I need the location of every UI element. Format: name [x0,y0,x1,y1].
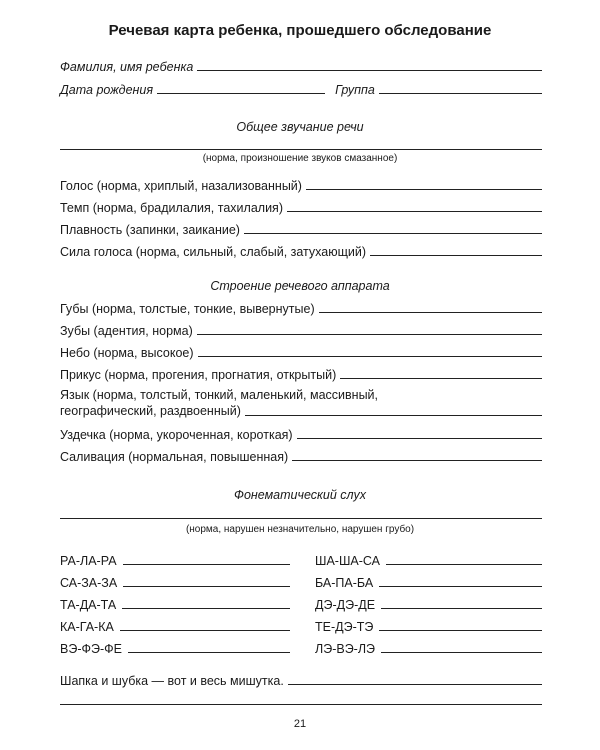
syllable-label: ТА-ДА-ТА [60,598,117,612]
section-apparatus-title: Строение речевого аппарата [210,279,390,293]
syllable-label: РА-ЛА-РА [60,554,117,568]
general-item-line[interactable] [370,254,542,256]
general-item[interactable] [60,175,542,193]
phonemic-note: (норма, нарушен незначительно, нарушен грубо) [185,524,415,535]
syllable-row[interactable] [315,572,542,590]
general-item[interactable] [60,197,542,215]
apparatus-item[interactable] [60,320,542,338]
apparatus-item-label: Небо (норма, высокое) [60,346,194,360]
syllable-label: СА-ЗА-ЗА [60,576,118,590]
apparatus-item-label: Прикус (норма, прогения, прогнатия, открытый) [60,368,337,382]
general-item-line[interactable] [244,232,542,234]
syllable-line[interactable] [120,630,290,631]
page-title: Речевая карта ребенка, прошедшего обследование [108,22,492,39]
birth-label: Дата рождения [60,83,154,97]
tongue-label-line1: Язык (норма, толстый, тонкий, маленький, массивный, [60,388,379,402]
apparatus-item-label: Уздечка (норма, укороченная, короткая) [60,428,293,442]
syllable-label: ВЭ-ФЭ-ФЕ [60,642,122,656]
group-label: Группа [335,83,375,97]
syllable-row[interactable] [60,594,290,612]
apparatus-item-label: Губы (норма, толстые, тонкие, вывернутые) [60,302,315,316]
group-line[interactable] [379,92,542,94]
syllable-line[interactable] [379,630,542,631]
syllable-row[interactable] [60,616,290,634]
syllable-label: ДЭ-ДЭ-ДЕ [315,598,376,612]
name-label: Фамилия, имя ребенка [60,60,194,74]
tongue-item[interactable] [60,387,542,419]
general-item-label: Голос (норма, хриплый, назализованный) [60,179,302,193]
general-note: (норма, произношение звуков смазанное) [202,153,398,164]
general-item-label: Сила голоса (норма, сильный, слабый, затухающий) [60,245,367,259]
apparatus-item-line[interactable] [198,355,542,357]
syllable-label: КА-ГА-КА [60,620,114,634]
apparatus-item[interactable] [60,424,542,442]
syllable-line[interactable] [122,608,290,609]
apparatus-item[interactable] [60,446,542,464]
apparatus-item-line[interactable] [319,311,542,313]
phrase-label: Шапка и шубка — вот и весь мишутка. [60,674,284,688]
syllable-label: БА-ПА-БА [315,576,374,590]
tongue-label-line2: географический, раздвоенный) [60,404,241,418]
syllable-line[interactable] [123,564,290,565]
tongue-line[interactable] [245,415,542,416]
name-field[interactable] [60,56,542,74]
apparatus-item-label: Саливация (нормальная, повышенная) [60,450,289,464]
apparatus-item-line[interactable] [340,377,542,379]
page-number: 21 [293,718,307,730]
apparatus-item[interactable] [60,298,542,316]
apparatus-item-label: Зубы (адентия, норма) [60,324,193,338]
birth-group-row [60,79,542,97]
apparatus-item[interactable] [60,342,542,360]
apparatus-item-line[interactable] [297,437,542,439]
syllable-row[interactable] [315,638,542,656]
syllable-line[interactable] [123,586,290,587]
syllable-row[interactable] [60,572,290,590]
apparatus-item[interactable] [60,364,542,382]
apparatus-item-line[interactable] [197,333,542,335]
syllable-line[interactable] [379,586,542,587]
phrase-line[interactable] [288,683,542,685]
syllable-label: ЛЭ-ВЭ-ЛЭ [315,642,376,656]
syllable-line[interactable] [381,608,542,609]
phrase-extra-line[interactable] [60,704,542,705]
syllable-label: ТЕ-ДЭ-ТЭ [315,620,374,634]
birth-line[interactable] [157,92,325,94]
syllable-row[interactable] [60,550,290,568]
syllable-line[interactable] [381,652,542,653]
general-answer-line[interactable] [60,149,542,150]
general-item-label: Плавность (запинки, заикание) [60,223,240,237]
name-line[interactable] [197,69,542,71]
general-item-line[interactable] [287,210,542,212]
section-general-title: Общее звучание речи [236,120,364,134]
apparatus-item-line[interactable] [292,459,542,461]
section-phonemic-title: Фонематический слух [234,488,366,502]
general-item[interactable] [60,219,542,237]
syllable-row[interactable] [315,594,542,612]
general-item-line[interactable] [306,188,542,190]
general-item[interactable] [60,241,542,259]
syllable-line[interactable] [386,564,542,565]
syllable-row[interactable] [315,550,542,568]
syllable-row[interactable] [60,638,290,656]
phonemic-answer-line[interactable] [60,518,542,519]
syllable-label: ША-ША-СА [315,554,381,568]
phrase-row[interactable] [60,670,542,688]
general-item-label: Темп (норма, брадилалия, тахилалия) [60,201,283,215]
syllable-line[interactable] [128,652,290,653]
syllable-row[interactable] [315,616,542,634]
